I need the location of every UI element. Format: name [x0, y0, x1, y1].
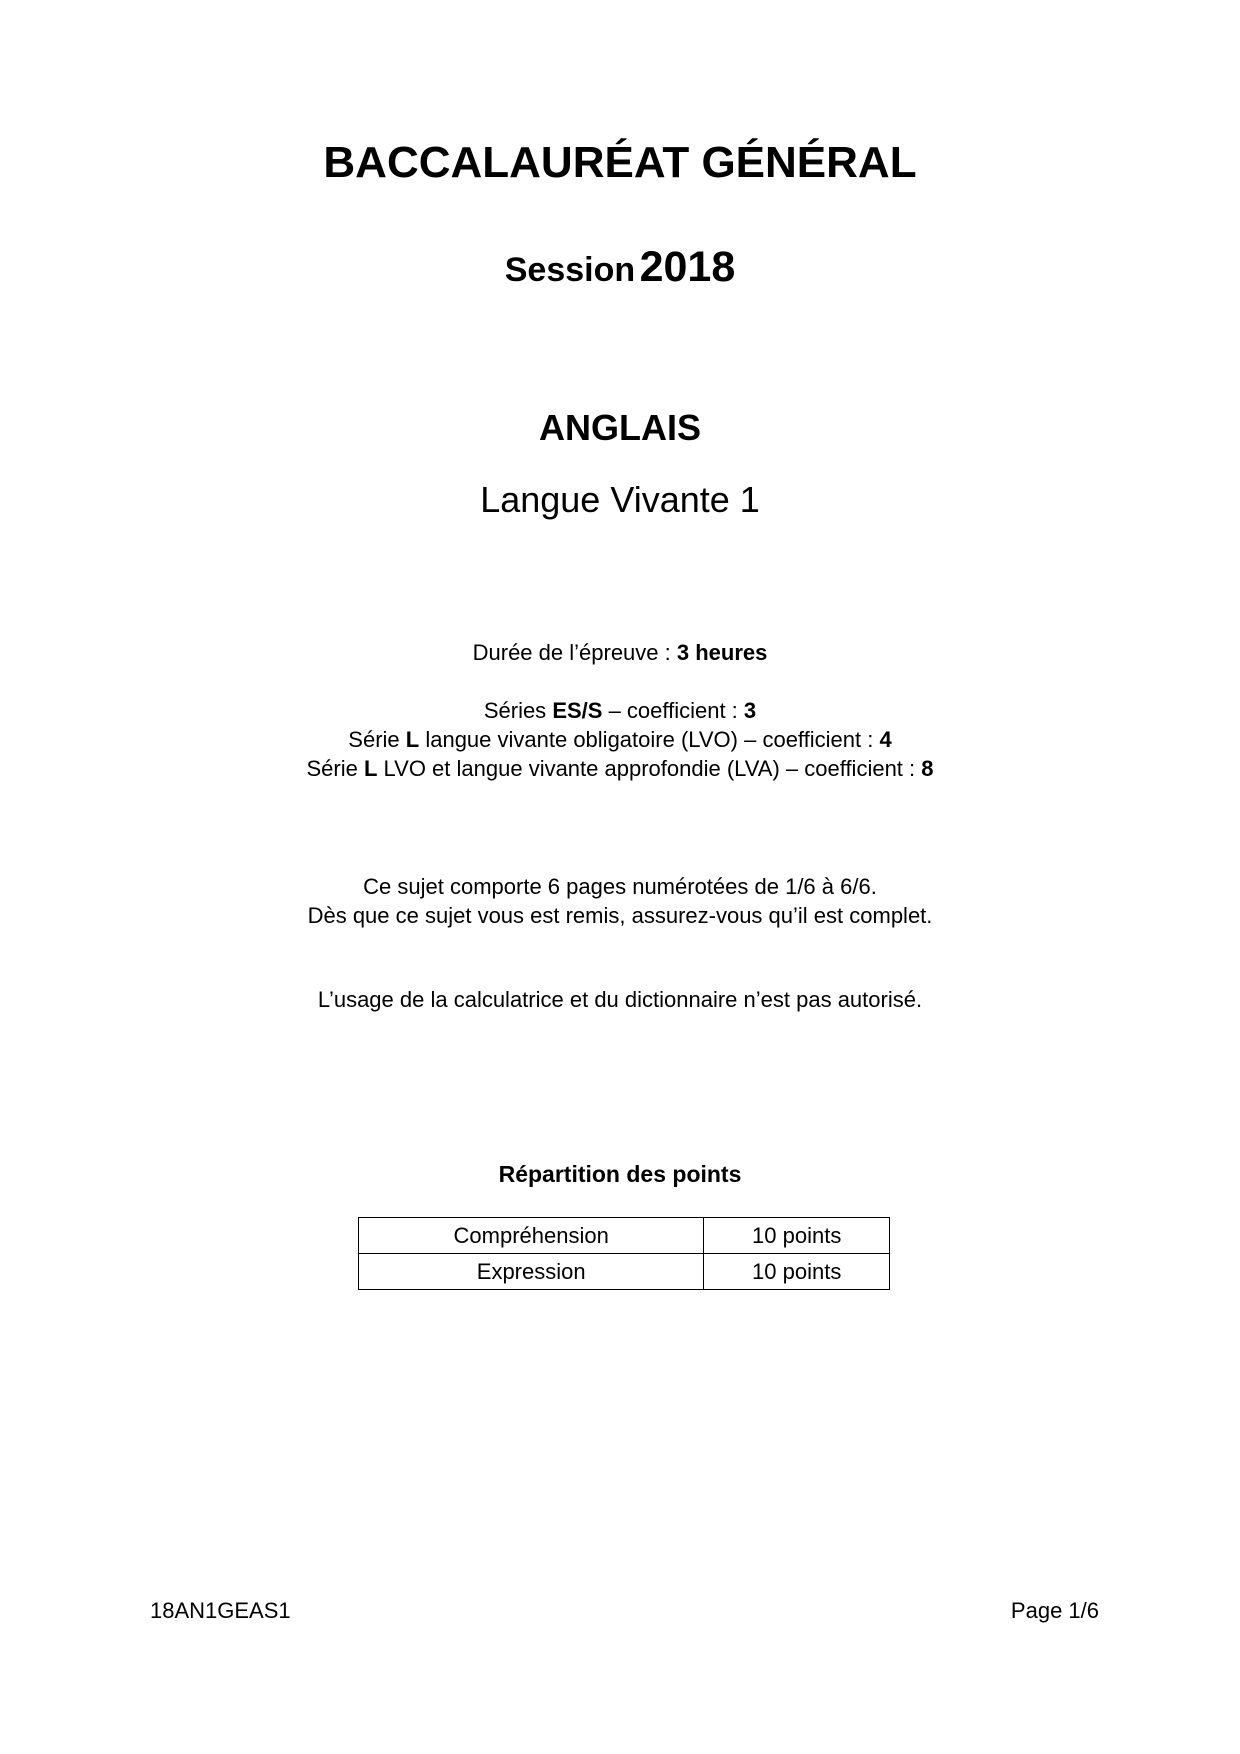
exam-title: BACCALAURÉAT GÉNÉRAL: [323, 138, 917, 187]
points-title: Répartition des points: [498, 1161, 742, 1187]
table-row: [359, 1254, 890, 1290]
duration-value: 3 heures: [676, 640, 768, 665]
subject-name: ANGLAIS: [539, 407, 701, 448]
series-text: – coefficient :: [602, 698, 744, 723]
series-name: L: [405, 727, 420, 752]
points-value: 10 points: [704, 1254, 890, 1290]
series-text: LVO et langue vivante approfondie (LVA) – coefficient :: [377, 756, 922, 781]
subject-level: Langue Vivante 1: [480, 479, 760, 520]
series-line: [0, 725, 1240, 754]
subject-code: 18AN1GEAS1: [150, 1598, 291, 1623]
completeness-note: Dès que ce sujet vous est remis, assurez-vous qu’il est complet.: [307, 903, 933, 928]
usage-note: L’usage de la calculatrice et du dictionnaire n’est pas autorisé.: [317, 987, 923, 1012]
duration-label: Durée de l’épreuve :: [472, 640, 677, 665]
points-table: [358, 1217, 890, 1290]
points-label: Expression: [359, 1254, 704, 1290]
points-value: 10 points: [704, 1218, 890, 1254]
series-text: langue vivante obligatoire (LVO) – coefficient :: [419, 727, 880, 752]
series-name: L: [363, 756, 378, 781]
table-row: [359, 1218, 890, 1254]
series-prefix: Série: [306, 756, 364, 781]
session-year: 2018: [639, 243, 736, 291]
exam-duration: [0, 638, 1240, 667]
series-coefficient: 3: [743, 698, 757, 723]
session-line: [0, 242, 1240, 302]
page-number: Page 1/6: [1010, 1598, 1099, 1623]
series-prefix: Séries: [483, 698, 553, 723]
series-name: ES/S: [552, 698, 603, 723]
session-label: Session: [504, 251, 636, 289]
points-label: Compréhension: [359, 1218, 704, 1254]
page-count-note: Ce sujet comporte 6 pages numérotées de 1/6 à 6/6.: [363, 874, 877, 899]
series-line: [0, 754, 1240, 783]
series-line: [0, 696, 1240, 725]
series-coefficient: 4: [879, 727, 892, 752]
series-coefficient: 8: [921, 756, 934, 781]
series-prefix: Série: [348, 727, 406, 752]
